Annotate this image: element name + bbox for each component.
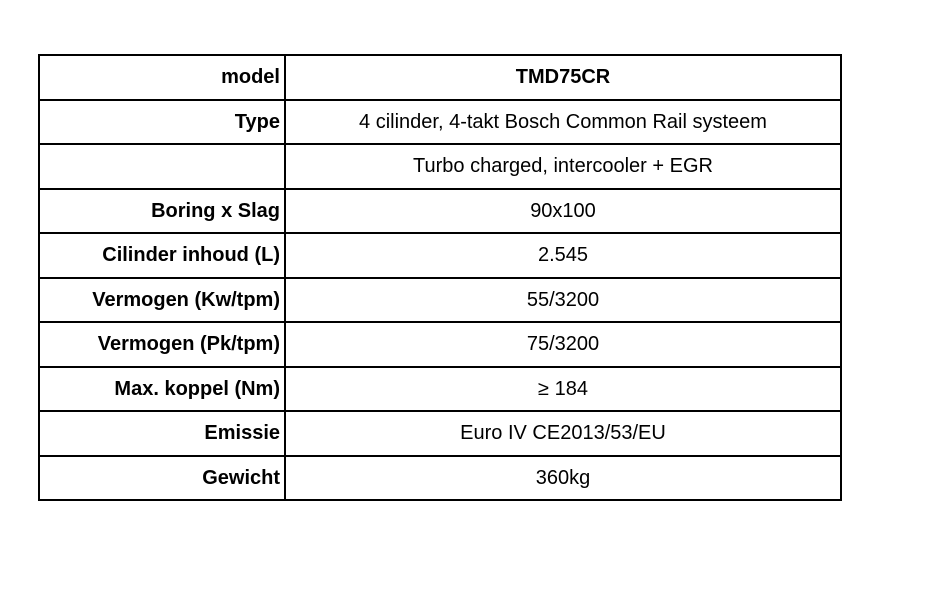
row-label: Cilinder inhoud (L) [39,233,285,278]
table-row-max-torque [39,367,841,412]
row-label: Max. koppel (Nm) [39,367,285,412]
row-value: 360kg [285,456,841,501]
row-value: 4 cilinder, 4-takt Bosch Common Rail systeem [285,100,841,145]
row-label: Type [39,100,285,145]
row-value: Turbo charged, intercooler + EGR [285,144,841,189]
row-label: Gewicht [39,456,285,501]
table-row-power-pk [39,322,841,367]
table-row-bore-stroke [39,189,841,234]
row-label: model [39,55,285,100]
table-row-power-kw [39,278,841,323]
table-row-emission [39,411,841,456]
row-value: TMD75CR [285,55,841,100]
table-row-displacement [39,233,841,278]
row-value: 2.545 [285,233,841,278]
row-label: Boring x Slag [39,189,285,234]
row-label: Emissie [39,411,285,456]
row-label [39,144,285,189]
row-label: Vermogen (Pk/tpm) [39,322,285,367]
table-row-type-continued [39,144,841,189]
row-value: 75/3200 [285,322,841,367]
row-label: Vermogen (Kw/tpm) [39,278,285,323]
row-value: ≥ 184 [285,367,841,412]
row-value: 55/3200 [285,278,841,323]
row-value: Euro IV CE2013/53/EU [285,411,841,456]
row-value: 90x100 [285,189,841,234]
table-row-type [39,100,841,145]
table-row-model [39,55,841,100]
table-row-weight [39,456,841,501]
engine-spec-table [38,54,842,501]
